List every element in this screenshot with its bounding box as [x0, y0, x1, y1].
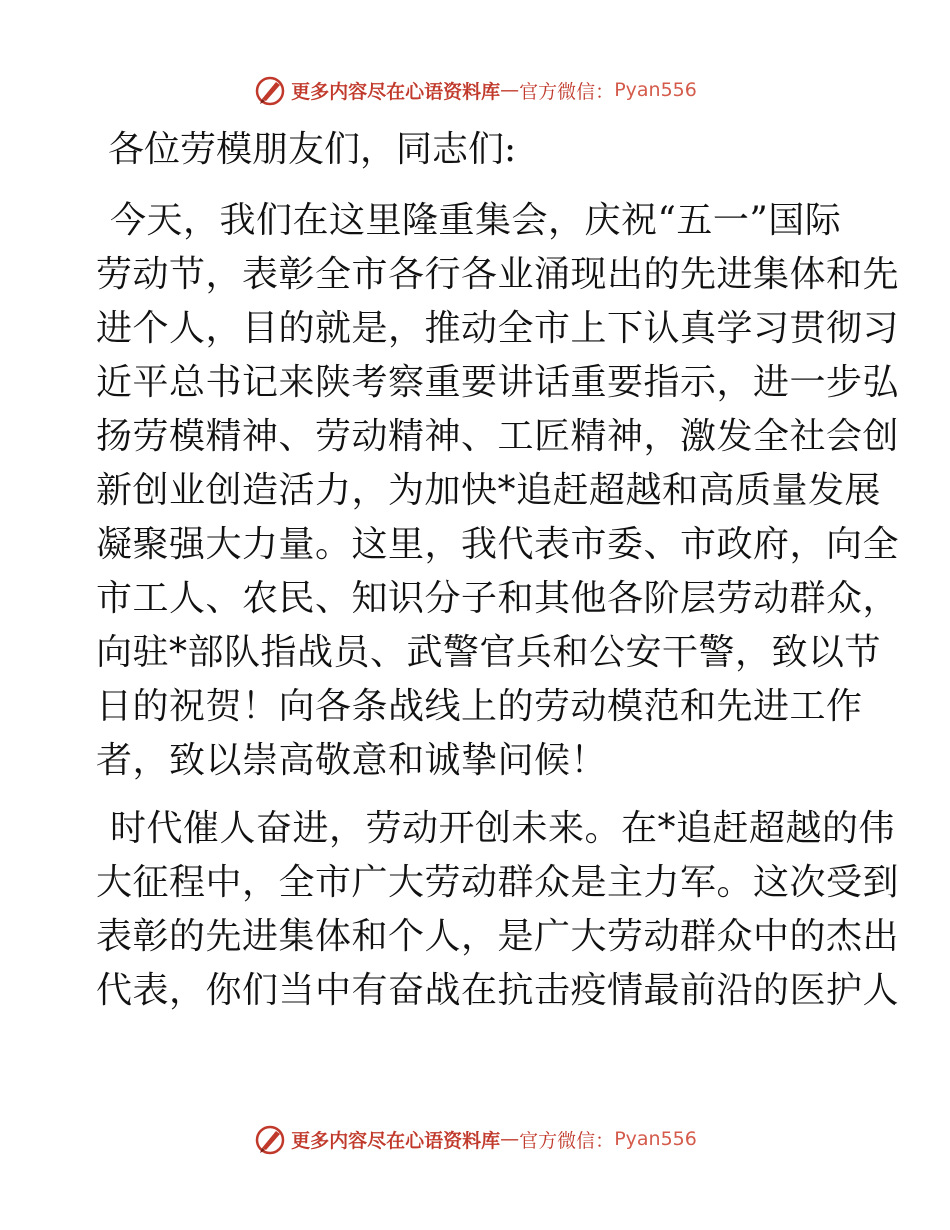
text-line: 时代催人奋进，劳动开创未来。在*追赶超越的伟	[110, 808, 896, 849]
text-line: 市工人、农民、知识分子和其他各阶层劳动群众，	[96, 578, 900, 619]
text-line: 今天，我们在这里隆重集会，庆祝“五一”国际	[110, 200, 842, 241]
site-name: 更多内容尽在心语资料库	[291, 80, 501, 103]
wechat-id: Pyan556	[614, 1128, 697, 1150]
wechat-id: Pyan556	[614, 79, 697, 101]
text-line: 者，致以崇高敬意和诚挚问候！	[96, 740, 608, 781]
header-banner	[0, 70, 950, 110]
paragraph-2	[96, 802, 900, 1018]
text-line: 近平总书记来陕考察重要讲话重要指示，进一步弘	[96, 362, 900, 403]
site-name: 更多内容尽在心语资料库	[291, 1129, 501, 1152]
text-line: 向驻*部队指战员、武警官兵和公安干警，致以节	[96, 632, 882, 673]
quill-logo-icon	[253, 1122, 287, 1156]
text-line: 凝聚强大力量。这里，我代表市委、市政府，向全	[96, 524, 900, 565]
text-line: 进个人，目的就是，推动全市上下认真学习贯彻习	[96, 308, 900, 349]
paragraph-1	[96, 194, 900, 788]
wechat-label: 官方微信：	[519, 80, 615, 103]
text-line: 扬劳模精神、劳动精神、工匠精神，激发全社会创	[96, 416, 900, 457]
text-line: 表彰的先进集体和个人，是广大劳动群众中的杰出	[96, 916, 900, 957]
text-line: 大征程中，全市广大劳动群众是主力军。这次受到	[96, 862, 900, 903]
text-line: 日的祝贺！向各条战线上的劳动模范和先进工作	[96, 686, 863, 727]
quill-logo-icon	[253, 73, 287, 107]
wechat-label: 官方微信：	[519, 1129, 615, 1152]
separator: —	[500, 79, 520, 101]
footer-banner	[0, 1119, 950, 1159]
salutation: 各位劳模朋友们，同志们:	[108, 129, 517, 170]
text-line: 新创业创造活力，为加快*追赶超越和高质量发展	[96, 470, 882, 511]
text-line: 代表，你们当中有奋战在抗击疫情最前沿的医护人	[96, 970, 900, 1011]
text-line: 劳动节，表彰全市各行各业涌现出的先进集体和先	[96, 254, 900, 295]
document-body	[96, 125, 900, 1032]
separator: —	[500, 1128, 520, 1150]
